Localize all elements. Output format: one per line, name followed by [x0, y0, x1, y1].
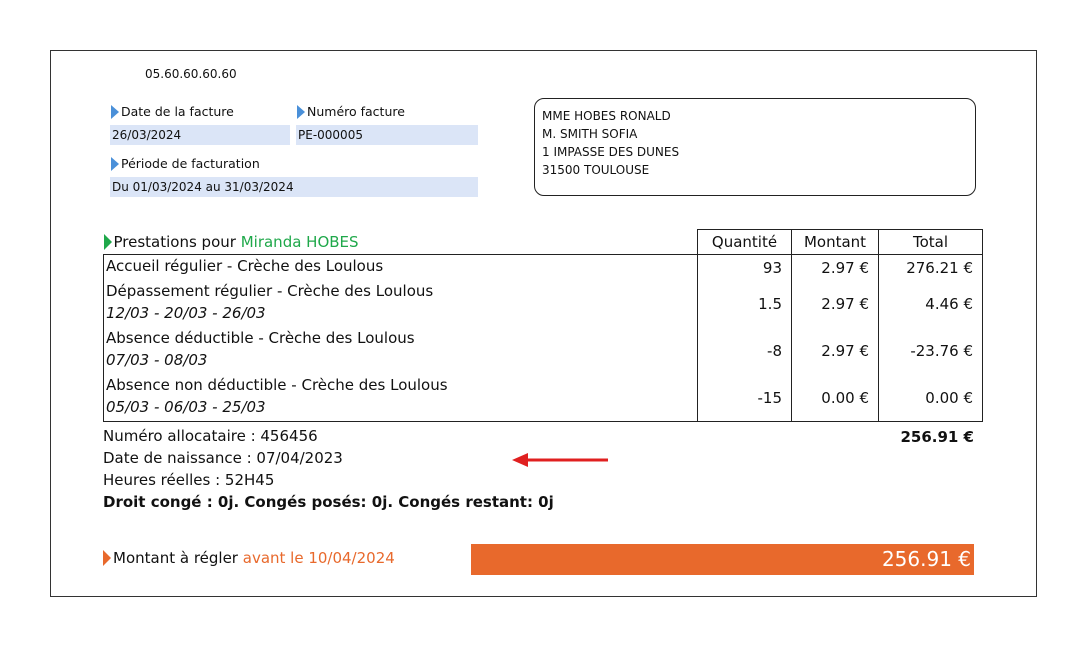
leave-summary: Droit congé : 0j. Congés posés: 0j. Congés restant: 0j	[103, 493, 554, 511]
triangle-bullet-icon	[103, 550, 111, 566]
invoice-date-label-wrap	[111, 104, 234, 119]
billing-period-label: Période de facturation	[121, 156, 260, 171]
address-line: 1 IMPASSE DES DUNES	[542, 145, 680, 159]
total-cell: 0.00 €	[879, 374, 983, 422]
triangle-bullet-icon	[297, 105, 305, 119]
services-table	[103, 229, 983, 422]
red-arrow-icon	[512, 452, 610, 470]
allocataire-number: Numéro allocataire : 456456	[103, 427, 318, 445]
amount-cell: 2.97 €	[792, 255, 879, 281]
service-label: Accueil régulier - Crèche des Loulous	[106, 257, 384, 275]
column-header-total: Total	[879, 230, 983, 255]
column-header-quantity: Quantité	[698, 230, 792, 255]
triangle-bullet-icon	[111, 105, 119, 119]
birth-date: Date de naissance : 07/04/2023	[103, 449, 343, 467]
amount-cell: 0.00 €	[792, 374, 879, 422]
table-row	[104, 374, 983, 422]
service-dates: 12/03 - 20/03 - 26/03	[106, 304, 266, 322]
column-header-amount: Montant	[792, 230, 879, 255]
payment-due-date: avant le 10/04/2024	[242, 549, 395, 567]
invoice-date-field: 26/03/2024	[110, 125, 290, 145]
invoice-number-label: Numéro facture	[307, 104, 405, 119]
invoice-date-label: Date de la facture	[121, 104, 234, 119]
address-line: M. SMITH SOFIA	[542, 127, 638, 141]
triangle-bullet-icon	[111, 157, 119, 171]
quantity-cell: -8	[698, 327, 792, 374]
child-name: Miranda HOBES	[240, 232, 359, 251]
quantity-cell: 1.5	[698, 280, 792, 327]
billing-period-label-wrap	[111, 156, 260, 171]
payment-label: Montant à régler	[113, 549, 238, 567]
table-row	[104, 255, 983, 281]
amount-cell: 2.97 €	[792, 327, 879, 374]
triangle-bullet-icon	[104, 234, 112, 250]
amount-due-bar: 256.91 €	[471, 544, 974, 575]
real-hours: Heures réelles : 52H45	[103, 471, 275, 489]
invoice-number-field: PE-000005	[296, 125, 478, 145]
table-row	[104, 327, 983, 374]
service-label: Absence non déductible - Crèche des Loulous	[106, 376, 448, 394]
total-cell: 276.21 €	[879, 255, 983, 281]
quantity-cell: -15	[698, 374, 792, 422]
services-title	[104, 230, 698, 255]
service-dates: 05/03 - 06/03 - 25/03	[106, 398, 266, 416]
amount-cell: 2.97 €	[792, 280, 879, 327]
service-dates: 07/03 - 08/03	[106, 351, 208, 369]
table-row	[104, 280, 983, 327]
service-label: Absence déductible - Crèche des Loulous	[106, 329, 415, 347]
billing-period-field: Du 01/03/2024 au 31/03/2024	[110, 177, 478, 197]
services-title-prefix: Prestations pour	[113, 232, 236, 251]
payment-label-wrap	[103, 549, 395, 567]
total-cell: 4.46 €	[879, 280, 983, 327]
invoice-number-label-wrap	[297, 104, 405, 119]
quantity-cell: 93	[698, 255, 792, 281]
total-cell: -23.76 €	[879, 327, 983, 374]
address-line: 31500 TOULOUSE	[542, 163, 650, 177]
subtotal: 256.91 €	[900, 428, 974, 446]
address-line: MME HOBES RONALD	[542, 109, 671, 123]
phone-number: 05.60.60.60.60	[145, 67, 237, 81]
service-label: Dépassement régulier - Crèche des Loulous	[106, 282, 434, 300]
child-details	[103, 425, 554, 513]
recipient-address-box	[534, 98, 976, 196]
